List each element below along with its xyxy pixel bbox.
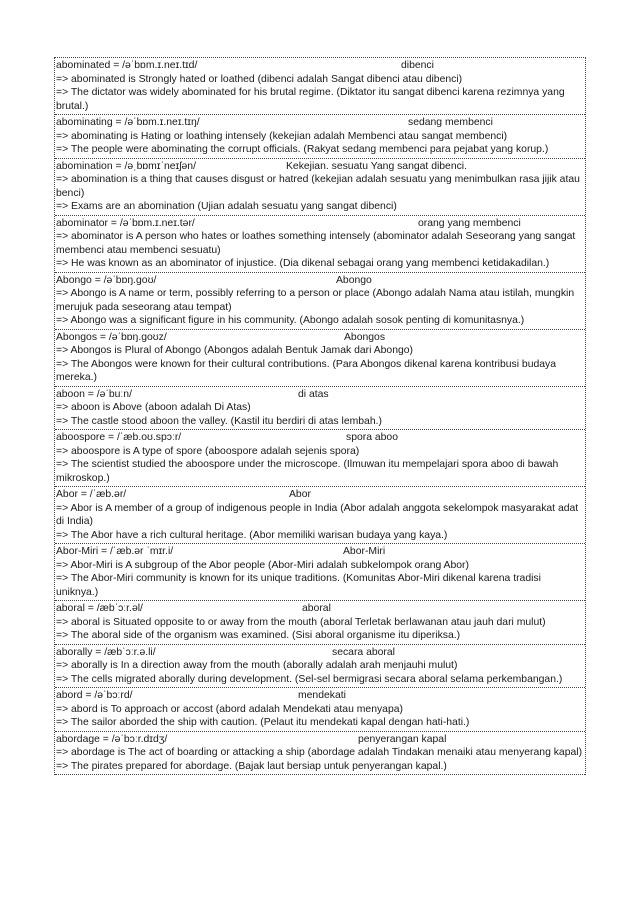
translation: Abongos xyxy=(344,331,386,343)
translation: penyerangan kapal xyxy=(358,733,447,745)
translation: orang yang membenci xyxy=(418,217,521,229)
entry-aborally xyxy=(55,645,585,689)
entry-abominating xyxy=(55,115,585,159)
translation: sedang membenci xyxy=(408,117,493,128)
entry-abord xyxy=(55,688,585,732)
definition: => Abor is A member of a group of indigenous people in India (Abor adalah anggota sekelompok masyarakat adat di India) xyxy=(56,502,579,527)
definition: => abominated is Strongly hated or loathed (dibenci adalah Sangat dibenci atau dibenci) xyxy=(56,73,463,85)
entry-head xyxy=(56,602,585,616)
example: => The dictator was widely abominated for his brutal regime. (Diktator itu sangat dibenci karena rezimnya yang brutal.) xyxy=(56,87,565,112)
translation: Abor-Miri xyxy=(343,546,386,557)
definition: => Abongos is Plural of Abongo (Abongos adalah Bentuk Jamak dari Abongo) xyxy=(56,345,413,356)
entry-head xyxy=(56,646,585,660)
entry-head xyxy=(56,217,585,231)
translation: mendekati xyxy=(298,690,346,701)
entry-abominator xyxy=(55,216,585,273)
definition: => aboral is Situated opposite to or away from the mouth (aboral Terletak berlawanan atau jauh dari mulut) xyxy=(56,616,546,628)
example: => The castle stood aboon the valley. (Kastil itu berdiri di atas lembah.) xyxy=(56,415,382,427)
headword-pronunciation: abominated = /əˈbɒm.ɪ.neɪ.tɪd/ xyxy=(56,60,198,71)
translation: Abongo xyxy=(336,274,372,286)
definition: => aboospore is A type of spore (aboospore adalah sejenis spora) xyxy=(56,445,360,457)
definition: => abord is To approach or accost (abord adalah Mendekati atau menyapa) xyxy=(56,703,403,715)
entry-abominated xyxy=(55,58,585,115)
example: => Exams are an abomination (Ujian adalah sesuatu yang sangat dibenci) xyxy=(56,201,397,212)
entry-head xyxy=(56,689,585,703)
example: => He was known as an abominator of injustice. (Dia dikenal sebagai orang yang membenci ketidakadilan.) xyxy=(56,258,550,269)
entry-head xyxy=(56,331,585,345)
translation: Abor xyxy=(289,489,311,500)
definition: => aboon is Above (aboon adalah Di Atas) xyxy=(56,402,251,413)
entry-aboon xyxy=(55,387,585,431)
definition: => aborally is In a direction away from the mouth (aborally adalah arah menjauhi mulut) xyxy=(56,660,458,671)
example: => The sailor aborded the ship with caution. (Pelaut itu mendekati kapal dengan hati-hati.) xyxy=(56,717,470,728)
translation: Kekejian. sesuatu Yang sangat dibenci. xyxy=(286,160,468,172)
definition: => abordage is The act of boarding or attacking a ship (abordage adalah Tindakan menaiki atau menyerang kapal) xyxy=(56,747,583,758)
entry-head xyxy=(56,274,585,288)
entry-abor xyxy=(55,487,585,544)
headword-pronunciation: Abongo = /əˈbɒŋ.ɡoʊ/ xyxy=(56,274,157,286)
example: => The aboral side of the organism was examined. (Sisi aboral organisme itu diperiksa.) xyxy=(56,630,461,641)
entry-abordage xyxy=(55,732,585,776)
definition: => abominator is A person who hates or loathes something intensely (abominator adalah Seseorang yang sangat membenci atau membenci sesuatu) xyxy=(56,231,576,256)
entry-abomination xyxy=(55,159,585,216)
example: => The pirates prepared for abordage. (Bajak laut bersiap untuk penyerangan kapal.) xyxy=(56,760,447,772)
example: => Abongo was a significant figure in his community. (Abongo adalah sosok penting di komunitasnya.) xyxy=(56,315,525,326)
example: => The people were abominating the corrupt officials. (Rakyat sedang membenci para pejabat yang korup.) xyxy=(56,144,549,155)
translation: spora aboo xyxy=(346,432,398,443)
translation: aboral xyxy=(302,603,331,614)
entry-abor-miri xyxy=(55,544,585,601)
entry-head xyxy=(56,431,585,445)
example: => The cells migrated aborally during development. (Sel-sel bermigrasi secara aboral selama perkembangan.) xyxy=(56,673,563,685)
headword-pronunciation: aboospore = /ˈæb.oʊ.spɔːr/ xyxy=(56,432,182,443)
entry-head xyxy=(56,545,585,559)
headword-pronunciation: aborally = /æbˈɔːr.ə.li/ xyxy=(56,646,156,658)
headword-pronunciation: aboral = /æbˈɔːr.əl/ xyxy=(56,603,143,614)
headword-pronunciation: abominator = /əˈbɒm.ɪ.neɪ.tər/ xyxy=(56,217,195,229)
entry-abongo xyxy=(55,273,585,330)
dictionary-page xyxy=(54,57,586,775)
entry-head xyxy=(56,59,585,73)
headword-pronunciation: abomination = /əˌbɒmɪˈneɪʃən/ xyxy=(56,160,196,172)
translation: dibenci xyxy=(401,60,434,71)
example: => The scientist studied the aboospore under the microscope. (Ilmuwan itu mempelajari spora aboo di bawah mikroskop.) xyxy=(56,459,559,484)
example: => The Abongos were known for their cultural contributions. (Para Abongos dikenal karena kontribusi budaya mereka.) xyxy=(56,358,557,383)
entry-aboral xyxy=(55,601,585,645)
headword-pronunciation: abord = /əˈbɔːrd/ xyxy=(56,690,133,701)
example: => The Abor-Miri community is known for its unique traditions. (Komunitas Abor-Miri dikenal karena tradisi uniknya.) xyxy=(56,573,541,598)
headword-pronunciation: Abor = /ˈæb.ər/ xyxy=(56,489,127,500)
definition: => abominating is Hating or loathing intensely (kekejian adalah Membenci atau sangat membenci) xyxy=(56,130,508,142)
headword-pronunciation: abordage = /əˈbɔːr.dɪdʒ/ xyxy=(56,733,168,745)
headword-pronunciation: aboon = /əˈbuːn/ xyxy=(56,388,132,400)
entry-aboospore xyxy=(55,430,585,487)
entry-head xyxy=(56,116,585,130)
entry-head xyxy=(56,488,585,502)
headword-pronunciation: abominating = /əˈbɒm.ɪ.neɪ.tɪŋ/ xyxy=(56,117,200,128)
entry-abongos xyxy=(55,330,585,387)
headword-pronunciation: Abor-Miri = /ˈæb.ər ˈmɪr.i/ xyxy=(56,546,174,557)
entry-head xyxy=(56,388,585,402)
entry-head xyxy=(56,733,585,747)
translation: secara aboral xyxy=(332,646,395,658)
translation: di atas xyxy=(298,388,329,400)
definition: => Abongo is A name or term, possibly referring to a person or place (Abongo adalah Nama atau istilah, mungkin merujuk pada seseorang atau tempat) xyxy=(56,288,575,313)
entry-head xyxy=(56,160,585,174)
example: => The Abor have a rich cultural heritage. (Abor memiliki warisan budaya yang kaya.) xyxy=(56,529,448,541)
definition: => Abor-Miri is A subgroup of the Abor people (Abor-Miri adalah subkelompok orang Abor) xyxy=(56,559,469,571)
definition: => abomination is a thing that causes disgust or hatred (kekejian adalah sesuatu yang menimbulkan rasa jijik atau benci) xyxy=(56,174,580,199)
headword-pronunciation: Abongos = /əˈbɒŋ.ɡoʊz/ xyxy=(56,331,167,343)
